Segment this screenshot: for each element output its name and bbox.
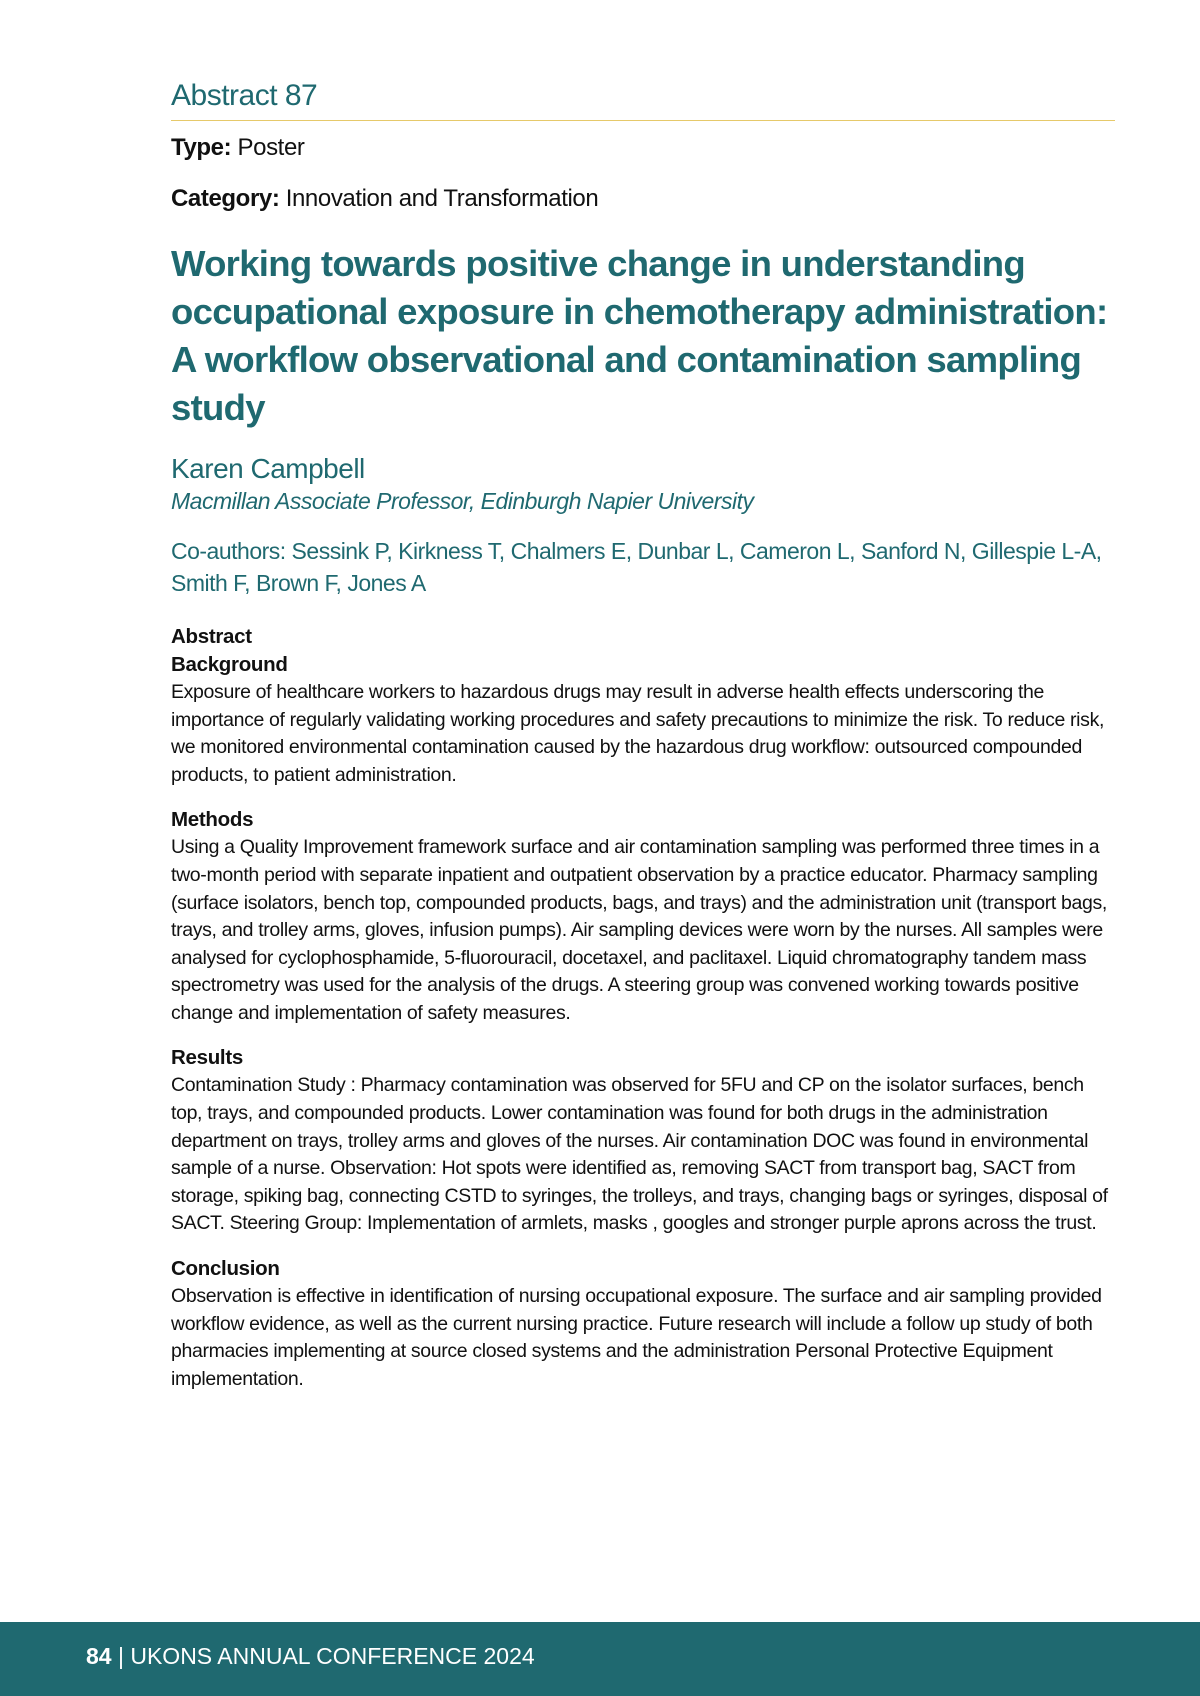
conclusion-section xyxy=(171,1255,1115,1393)
abstract-number: Abstract 87 xyxy=(171,79,318,112)
type-label: Type: xyxy=(171,134,232,161)
category-line xyxy=(171,185,1115,214)
type-value: Poster xyxy=(237,134,305,161)
page-number: 84 xyxy=(86,1643,112,1669)
results-heading: Results xyxy=(171,1046,243,1070)
conclusion-text: Observation is effective in identification of nursing occupational exposure. The surface and air sampling provided workflow evidence, as well as the current nursing practice. Future research will include a follow up study of both pharmacies implementing at source closed systems and the administration Personal Protective Equipment implementation. xyxy=(171,1285,1102,1390)
category-value: Innovation and Transformation xyxy=(285,184,599,212)
background-heading: Background xyxy=(171,652,288,676)
category-label: Category: xyxy=(171,184,280,212)
header-divider xyxy=(171,120,1115,121)
footer-separator: | xyxy=(111,1643,131,1669)
abstract-label: Abstract xyxy=(171,624,252,648)
background-text: Exposure of healthcare workers to hazardous drugs may result in adverse health effects underscoring the importance of regularly validating working procedures and safety precautions to minimize the risk. To reduce risk, we monitored environmental contamination caused by the hazardous drug workflow: outsourced compounded products, to patient administration. xyxy=(171,680,1105,786)
coauthors: Co-authors: Sessink P, Kirkness T, Chalmers E, Dunbar L, Cameron L, Sanford N, Gillespie L-A, Smith F, Brown F, Jones A xyxy=(171,537,1102,596)
results-section xyxy=(171,1044,1115,1238)
abstract-page-content xyxy=(171,78,1115,1393)
conclusion-heading: Conclusion xyxy=(171,1257,280,1281)
author-affiliation: Macmillan Associate Professor, Edinburgh Napier University xyxy=(171,488,754,515)
abstract-title: Working towards positive change in understanding occupational exposure in chemotherapy administration: A workflow observational and contamination sampling study xyxy=(171,242,1108,428)
author-name: Karen Campbell xyxy=(171,452,365,484)
footer-text xyxy=(86,1642,535,1672)
methods-text: Using a Quality Improvement framework surface and air contamination sampling was performed three times in a two-month period with separate inpatient and outpatient observation by a practice educator. Pharmacy sampling (surface isolators, bench top, compounded products, bags, and trays) and the administration unit (transport bags, trays, and trolley arms, gloves, infusion pumps). Air sampling devices were worn by the nurses. All samples were analysed for cyclophosphamide, 5-fluorouracil, docetaxel, and paclitaxel. Liquid chromatography tandem mass spectrometry was used for the analysis of the drugs. A steering group was convened working towards positive change and implementation of safety measures. xyxy=(171,836,1107,1024)
methods-section xyxy=(171,806,1115,1027)
methods-heading: Methods xyxy=(171,808,254,832)
conference-name: UKONS ANNUAL CONFERENCE 2024 xyxy=(130,1643,535,1669)
type-line xyxy=(171,134,1115,163)
results-text: Contamination Study : Pharmacy contamination was observed for 5FU and CP on the isolator surfaces, bench top, trays, and compounded products. Lower contamination was found for both drugs in the administration department on trays, trolley arms and gloves of the nurses. Air contamination DOC was found in environmental sample of a nurse. Observation: Hot spots were identified as, removing SACT from transport bag, SACT from storage, spiking bag, connecting CSTD to syringes, the trolleys, and trays, changing bags or syringes, disposal of SACT. Steering Group: Implementation of armlets, masks , googles and stronger purple aprons across the trust. xyxy=(171,1074,1108,1235)
page-footer xyxy=(0,1622,1200,1696)
